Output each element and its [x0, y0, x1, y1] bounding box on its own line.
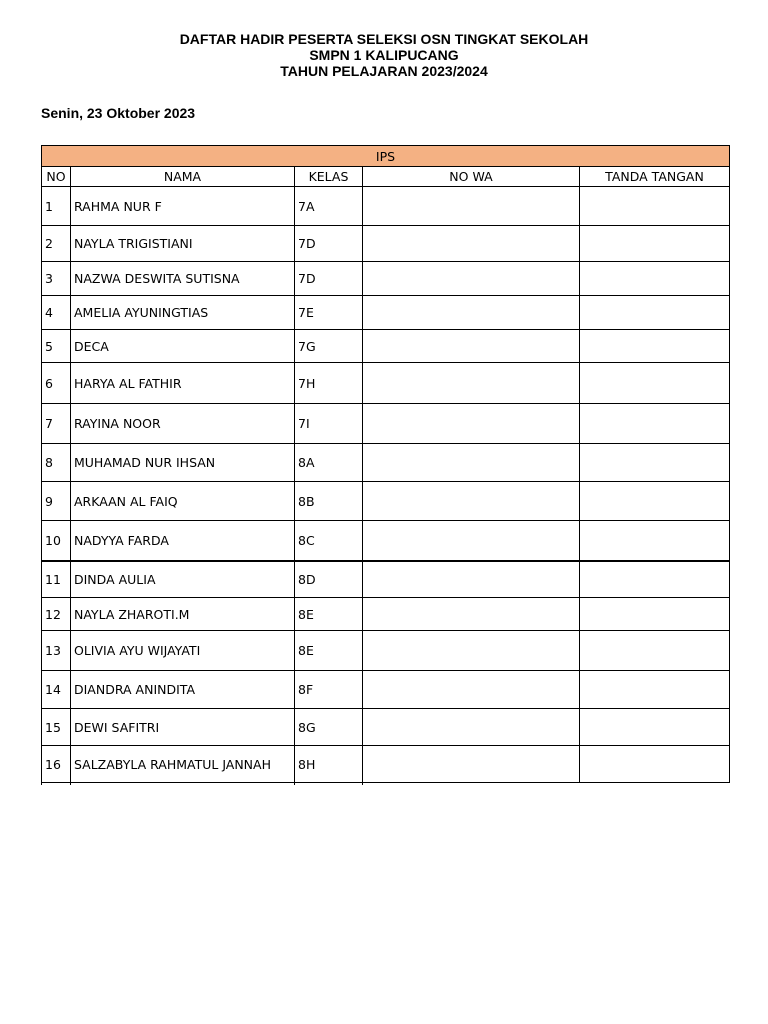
- class-cell: 8E: [295, 631, 363, 671]
- table-row: [42, 404, 730, 444]
- name-cell: NAZWA DESWITA SUTISNA: [71, 262, 295, 296]
- name-cell: RAYINA NOOR: [71, 404, 295, 444]
- wa-cell: [363, 671, 580, 709]
- name-cell: SALZABYLA RAHMATUL JANNAH: [71, 746, 295, 783]
- class-cell: 8H: [295, 746, 363, 783]
- table-row: [42, 709, 730, 746]
- attendance-table: [41, 145, 730, 785]
- title-line-3: TAHUN PELAJARAN 2023/2024: [280, 63, 488, 79]
- column-header-no-wa: NO WA: [363, 167, 580, 187]
- name-cell: DIANDRA ANINDITA: [71, 671, 295, 709]
- wa-cell: [363, 444, 580, 482]
- wa-cell: [363, 187, 580, 226]
- wa-cell: [363, 746, 580, 783]
- table-row: [42, 561, 730, 598]
- wa-cell: [363, 561, 580, 598]
- signature-cell: [580, 482, 730, 521]
- name-cell: OLIVIA AYU WIJAYATI: [71, 631, 295, 671]
- title-line-2: SMPN 1 KALIPUCANG: [309, 47, 459, 63]
- signature-cell: [580, 296, 730, 330]
- name-cell: HARYA AL FATHIR: [71, 363, 295, 404]
- column-header-nama: NAMA: [71, 167, 295, 187]
- no-cell: 13: [42, 631, 71, 671]
- no-cell: 9: [42, 482, 71, 521]
- signature-cell: [580, 521, 730, 561]
- no-cell: 3: [42, 262, 71, 296]
- no-cell: 2: [42, 226, 71, 262]
- wa-cell: [363, 598, 580, 631]
- no-cell: 5: [42, 330, 71, 363]
- no-cell: 4: [42, 296, 71, 330]
- tail-cell: [42, 783, 71, 786]
- class-cell: 7D: [295, 262, 363, 296]
- title-line-1: DAFTAR HADIR PESERTA SELEKSI OSN TINGKAT SEKOLAH: [179, 31, 589, 47]
- signature-cell: [580, 262, 730, 296]
- table-row: [42, 363, 730, 404]
- no-cell: 11: [42, 561, 71, 598]
- signature-cell: [580, 444, 730, 482]
- table-row: [42, 631, 730, 671]
- signature-cell: [580, 746, 730, 783]
- wa-cell: [363, 482, 580, 521]
- name-cell: NAYLA TRIGISTIANI: [71, 226, 295, 262]
- tail-cell: [580, 783, 730, 786]
- section-label: IPS: [42, 146, 730, 167]
- document-header: [0, 31, 768, 79]
- table-row: [42, 187, 730, 226]
- column-header-no: NO: [42, 167, 71, 187]
- name-cell: DECA: [71, 330, 295, 363]
- wa-cell: [363, 296, 580, 330]
- wa-cell: [363, 262, 580, 296]
- table-row: [42, 226, 730, 262]
- wa-cell: [363, 363, 580, 404]
- signature-cell: [580, 404, 730, 444]
- tail-cell: [363, 783, 580, 786]
- signature-cell: [580, 561, 730, 598]
- class-cell: 8C: [295, 521, 363, 561]
- class-cell: 8A: [295, 444, 363, 482]
- table-row: [42, 444, 730, 482]
- table-row: [42, 262, 730, 296]
- name-cell: ARKAAN AL FAIQ: [71, 482, 295, 521]
- table-body: [42, 187, 730, 786]
- name-cell: NADYYA FARDA: [71, 521, 295, 561]
- no-cell: 15: [42, 709, 71, 746]
- class-cell: 8B: [295, 482, 363, 521]
- table-row: [42, 521, 730, 561]
- table-row: [42, 296, 730, 330]
- class-cell: 7A: [295, 187, 363, 226]
- class-cell: 7H: [295, 363, 363, 404]
- column-header-tanda-tangan: TANDA TANGAN: [580, 167, 730, 187]
- table-row: [42, 330, 730, 363]
- signature-cell: [580, 226, 730, 262]
- wa-cell: [363, 631, 580, 671]
- table-tail: [42, 783, 730, 786]
- signature-cell: [580, 671, 730, 709]
- tail-cell: [71, 783, 295, 786]
- class-cell: 8D: [295, 561, 363, 598]
- class-cell: 7E: [295, 296, 363, 330]
- name-cell: RAHMA NUR F: [71, 187, 295, 226]
- no-cell: 10: [42, 521, 71, 561]
- wa-cell: [363, 404, 580, 444]
- no-cell: 14: [42, 671, 71, 709]
- class-cell: 7G: [295, 330, 363, 363]
- no-cell: 7: [42, 404, 71, 444]
- document-date: Senin, 23 Oktober 2023: [41, 105, 196, 121]
- name-cell: DEWI SAFITRI: [71, 709, 295, 746]
- no-cell: 6: [42, 363, 71, 404]
- name-cell: AMELIA AYUNINGTIAS: [71, 296, 295, 330]
- class-cell: 8G: [295, 709, 363, 746]
- tail-cell: [295, 783, 363, 786]
- wa-cell: [363, 709, 580, 746]
- wa-cell: [363, 226, 580, 262]
- column-header-kelas: KELAS: [295, 167, 363, 187]
- class-cell: 7I: [295, 404, 363, 444]
- class-cell: 8F: [295, 671, 363, 709]
- class-cell: 8E: [295, 598, 363, 631]
- signature-cell: [580, 631, 730, 671]
- signature-cell: [580, 363, 730, 404]
- no-cell: 1: [42, 187, 71, 226]
- name-cell: MUHAMAD NUR IHSAN: [71, 444, 295, 482]
- name-cell: DINDA AULIA: [71, 561, 295, 598]
- no-cell: 8: [42, 444, 71, 482]
- name-cell: NAYLA ZHAROTI.M: [71, 598, 295, 631]
- wa-cell: [363, 330, 580, 363]
- table-row: [42, 482, 730, 521]
- wa-cell: [363, 521, 580, 561]
- signature-cell: [580, 187, 730, 226]
- signature-cell: [580, 709, 730, 746]
- table-row: [42, 598, 730, 631]
- signature-cell: [580, 330, 730, 363]
- signature-cell: [580, 598, 730, 631]
- table-row: [42, 746, 730, 783]
- no-cell: 16: [42, 746, 71, 783]
- class-cell: 7D: [295, 226, 363, 262]
- table-row: [42, 671, 730, 709]
- no-cell: 12: [42, 598, 71, 631]
